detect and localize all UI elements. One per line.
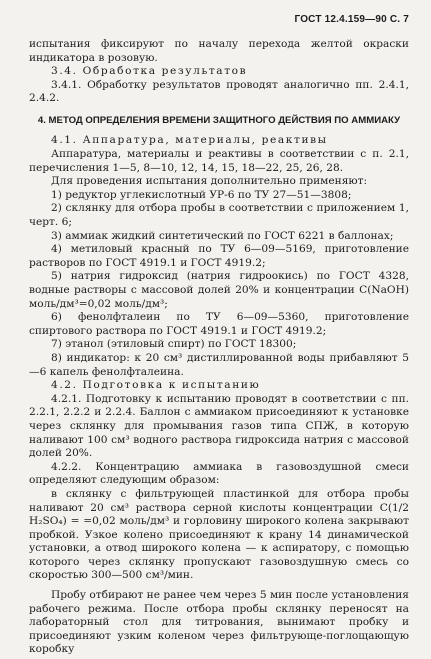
list-item: 6) фенолфталеин по ТУ 6—09—5360, приготовление спиртового раствора по ГОСТ 4919.1 и ГОСТ 4919.2; bbox=[29, 311, 409, 337]
subsection-heading: 3.4. Обработка результатов bbox=[51, 65, 248, 78]
subsection-heading: 4.1. Аппаратура, материалы, реактивы bbox=[51, 134, 328, 147]
paragraph: 4.2.1. Подготовку к испытанию проводят в соответствии с пп. 2.2.1, 2.2.2 и 2.2.4. Баллон с аммиаком присоединяют к установке через склянку для промывания газов типа СПЖ, в которую наливают 100 см³ водного раствора гидроксида натрия с массовой долей 20%. bbox=[29, 392, 409, 460]
section-title: 4. МЕТОД ОПРЕДЕЛЕНИЯ ВРЕМЕНИ ЗАЩИТНОГО ДЕЙСТВИЯ ПО АММИАКУ bbox=[37, 114, 401, 126]
list-item: 5) натрия гидроксид (натрия гидроокись) по ГОСТ 4328, водные растворы с массовой долей 20% и концентрации C(NaOH) моль/дм³=0,02 моль/дм³; bbox=[29, 270, 409, 310]
list-item: 4) метиловый красный по ТУ 6—09—5169, приготовление растворов по ГОСТ 4919.1 и ГОСТ 4919.2; bbox=[29, 243, 409, 269]
paragraph: Аппаратура, материалы и реактивы в соответствии с п. 2.1, перечисления 1—5, 8—10, 12, 14, 15, 18—22, 25, 26, 28. bbox=[29, 148, 409, 174]
paragraph: Пробу отбирают не ранее чем через 5 мин после установления рабочего режима. После отбора пробы склянку переносят на лабораторный стол для титрования, вынимают пробку и присоединяют узким коленом через фильтрующе-поглощающую коробку bbox=[29, 589, 409, 656]
list-item: 2) склянку для отбора пробы в соответствии с приложением 1, черт. 6; bbox=[29, 202, 409, 229]
page-header: ГОСТ 12.4.159—90 С. 7 bbox=[294, 14, 409, 25]
list-item: 7) этанол (этиловый спирт) по ГОСТ 18300; bbox=[51, 338, 297, 351]
paragraph: испытания фиксируют по началу перехода желтой окраски индикатора в розовую. bbox=[29, 38, 409, 64]
list-item: 8) индикатор: к 20 см³ дистиллированной воды прибавляют 5—6 капель фенолфталеина. bbox=[29, 351, 409, 378]
paragraph: 4.2.2. Концентрацию аммиака в газовоздушной смеси определяют следующим образом: bbox=[29, 460, 409, 487]
list-item: 1) редуктор углекислотный УР-6 по ТУ 27—51—3808; bbox=[51, 188, 352, 201]
paragraph: в склянку с фильтрующей пластинкой для отбора пробы наливают 20 см³ раствора серной кислоты концентрации C(1/2 H₂SO₄) = =0,02 моль/дм³ и горловину широкого колена закрывают пробкой. Узкое колено присоединяют к крану 14 динамической установки, а отвод широкого колена — к аспиратору, с помощью которого через склянку пропускают газовоздушную смесь со скоростью 300—500 см³/мин. bbox=[29, 487, 409, 582]
subsection-heading: 4.2. Подготовка к испытанию bbox=[51, 379, 261, 392]
document-body bbox=[29, 38, 409, 657]
list-item: 3) аммиак жидкий синтетический по ГОСТ 6221 в баллонах; bbox=[51, 229, 394, 242]
paragraph: 3.4.1. Обработку результатов проводят аналогично пп. 2.4.1, 2.4.2. bbox=[29, 78, 409, 105]
paragraph: Для проведения испытания дополнительно применяют: bbox=[51, 175, 368, 188]
